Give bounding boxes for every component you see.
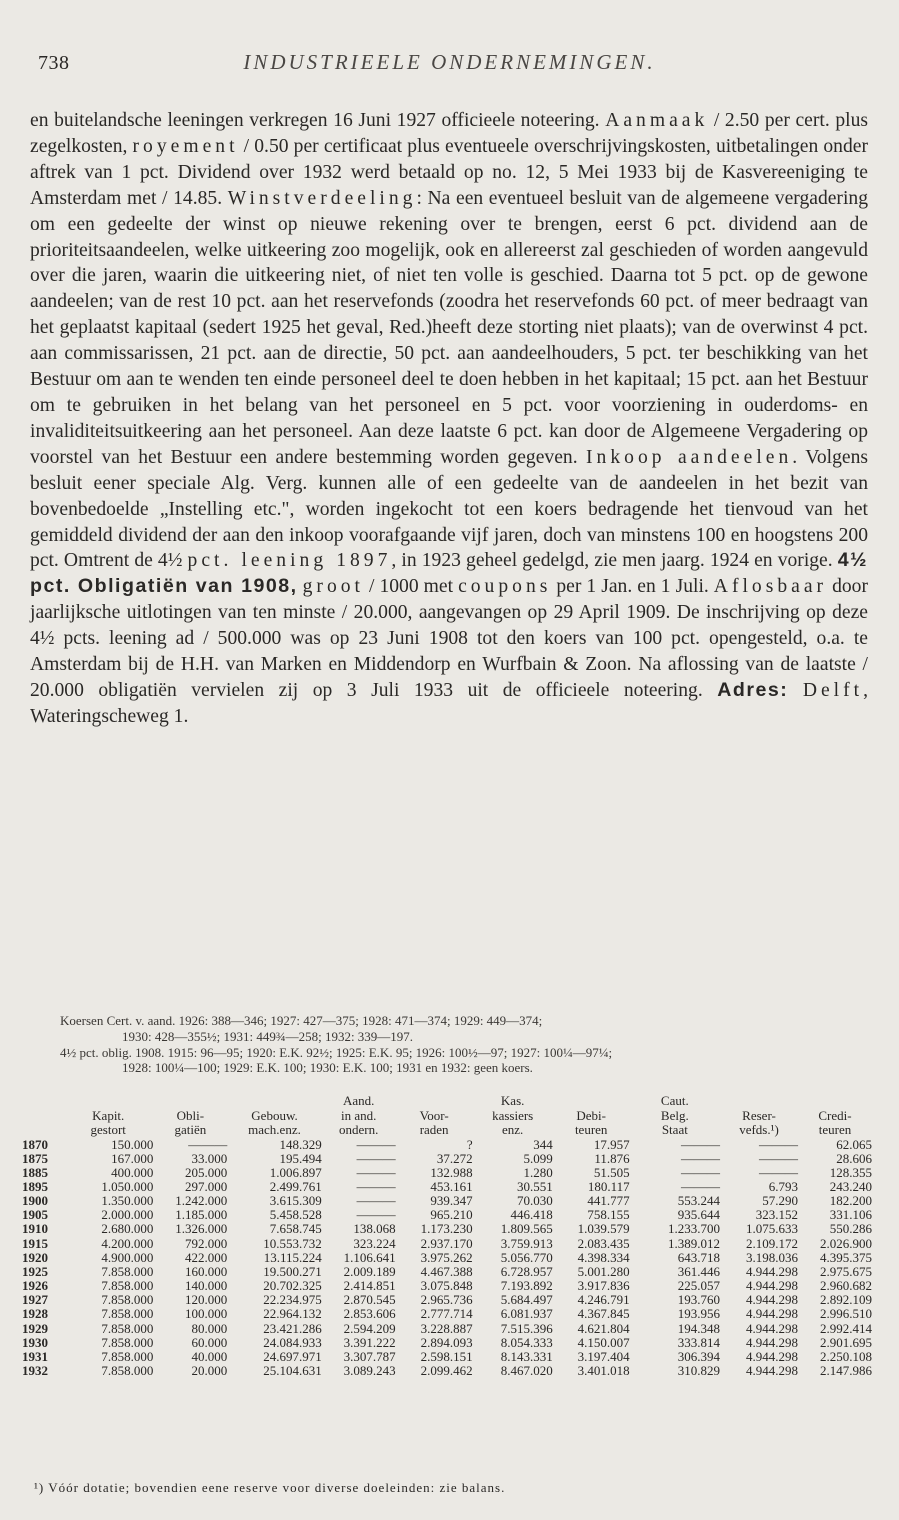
value-cell: 120.000: [185, 1292, 228, 1308]
value-cell: 2.892.109: [820, 1292, 872, 1308]
column-header: Obli-: [176, 1107, 205, 1123]
text-run: royement: [132, 135, 239, 157]
table-row: [22, 1180, 872, 1194]
financial-table: [22, 1094, 872, 1378]
value-cell: 205.000: [185, 1164, 228, 1180]
column-header: [63, 1094, 153, 1109]
value-cell: 5.099: [523, 1150, 553, 1166]
value-cell: 128.355: [829, 1164, 872, 1180]
table-row: [22, 1152, 872, 1166]
value-cell: 1.326.000: [175, 1221, 228, 1237]
year-cell: 1895: [22, 1178, 48, 1194]
table-row: [22, 1307, 872, 1321]
text-run: door jaarlijksche uitlotingen van ten minste / 20.000, aangevangen op 29 April 1909. De inschrijving op deze 4½ pcts. leening ad / 500.000 was op 23 Juni 1908 tot den koers van 100 pct. opengesteld, o.a. te Amsterdam bij de H.H. van Marken en Middendorp en Wurfbain & Zoon. Na aflossing van de laatste / 20.000 obligatiën vervielen zij op 3 Juli 1933 uit de officieele noteering.: [30, 576, 868, 701]
text-run: groot: [302, 576, 364, 598]
value-cell: 3.075.848: [420, 1278, 473, 1294]
value-cell: 140.000: [185, 1278, 228, 1294]
value-cell: 333.814: [677, 1334, 720, 1350]
value-cell: 28.606: [836, 1150, 872, 1166]
table-footnote: ¹) Vóór dotatie; bovendien eene reserve voor diverse doeleinden: zie balans.: [34, 1480, 506, 1495]
text-run: Delft: [802, 679, 864, 701]
value-cell: 2.680.000: [101, 1221, 154, 1237]
value-cell: 2.870.545: [343, 1292, 396, 1308]
value-cell: 4.944.298: [746, 1306, 799, 1322]
value-cell: 8.143.331: [500, 1348, 553, 1364]
running-head: INDUSTRIEELE ONDERNEMINGEN.: [243, 50, 656, 74]
column-header: teuren: [574, 1122, 608, 1137]
year-cell: 1910: [22, 1221, 48, 1237]
value-cell: 2.099.462: [420, 1363, 473, 1378]
value-cell: 1.185.000: [175, 1207, 228, 1223]
value-cell: 7.858.000: [101, 1263, 154, 1279]
value-cell: 3.391.222: [343, 1334, 396, 1350]
value-cell: 20.702.325: [263, 1278, 322, 1294]
value-cell: ———: [356, 1136, 396, 1152]
value-cell: 1.106.641: [343, 1249, 396, 1265]
value-cell: 5.458.528: [269, 1207, 322, 1223]
text-run: Inkoop aandeelen: [586, 446, 793, 468]
value-cell: 2.414.851: [343, 1278, 396, 1294]
value-cell: 792.000: [185, 1235, 228, 1251]
value-cell: 2.250.108: [820, 1348, 872, 1364]
value-cell: ———: [356, 1164, 396, 1180]
quotation-line-certificates: Koersen Cert. v. aand. 1926: 388—346; 1927: 427—375; 1928: 471—374; 1929: 449—374;: [60, 1013, 543, 1028]
column-header: Staat: [661, 1122, 688, 1137]
year-cell: 1920: [22, 1249, 48, 1265]
table-row: [22, 1222, 872, 1236]
value-cell: 3.197.404: [577, 1348, 630, 1364]
value-cell: 2.598.151: [420, 1348, 473, 1364]
year-cell: 1931: [22, 1348, 48, 1364]
value-cell: 422.000: [185, 1249, 228, 1265]
value-cell: 80.000: [191, 1320, 228, 1336]
table-row: [22, 1237, 872, 1251]
value-cell: 30.551: [516, 1178, 553, 1194]
financial-table-container: [22, 1094, 872, 1378]
value-cell: 310.829: [677, 1363, 720, 1378]
value-cell: 24.697.971: [263, 1348, 322, 1364]
value-cell: ———: [356, 1178, 396, 1194]
value-cell: 17.957: [593, 1136, 630, 1152]
value-cell: 6.728.957: [500, 1263, 553, 1279]
value-cell: 193.956: [677, 1306, 720, 1322]
table-row: [22, 1336, 872, 1350]
value-cell: 22.964.132: [263, 1306, 322, 1322]
company-description-paragraph: [30, 108, 868, 730]
text-run: en buitelandsche leeningen verkregen 16 Juni 1927 officieele noteering.: [30, 110, 606, 131]
value-cell: ———: [356, 1207, 396, 1223]
value-cell: 5.056.770: [500, 1249, 553, 1265]
column-header: [798, 1094, 872, 1109]
column-header: gestort: [90, 1122, 126, 1137]
value-cell: 195.494: [279, 1150, 322, 1166]
value-cell: 13.115.224: [263, 1249, 322, 1265]
value-cell: 939.347: [430, 1193, 473, 1209]
value-cell: 1.389.012: [668, 1235, 720, 1251]
value-cell: 7.515.396: [500, 1320, 553, 1336]
column-header: [22, 1109, 63, 1124]
value-cell: 7.858.000: [101, 1278, 154, 1294]
value-cell: 1.039.579: [577, 1221, 630, 1237]
value-cell: 400.000: [111, 1164, 154, 1180]
year-cell: 1875: [22, 1150, 48, 1166]
text-run: / 1000 met: [363, 576, 459, 598]
text-run: [788, 680, 803, 701]
value-cell: ———: [759, 1164, 799, 1180]
column-header: Kas.: [500, 1093, 525, 1108]
value-cell: 225.057: [677, 1278, 720, 1294]
value-cell: 1.006.897: [269, 1164, 322, 1180]
table-row: [22, 1350, 872, 1364]
value-cell: ———: [356, 1193, 396, 1209]
value-cell: 2.499.761: [269, 1178, 322, 1194]
value-cell: 22.234.975: [263, 1292, 322, 1308]
value-cell: 7.858.000: [101, 1348, 154, 1364]
value-cell: 194.348: [677, 1320, 720, 1336]
column-header: [553, 1094, 630, 1109]
column-header: raden: [419, 1122, 449, 1137]
table-row: [22, 1138, 872, 1152]
column-header: teuren: [818, 1122, 852, 1137]
text-run: / 0.50 per certificaat plus eventueele overschrijvingskosten, uitbetalingen onder aftrek van 1 pct. Dividend over 1932 werd betaald op no. 12, 5 Mei 1933 bij de Kasvereeniging te Amsterdam met / 14.85.: [30, 135, 868, 209]
value-cell: 24.084.933: [263, 1334, 322, 1350]
value-cell: 51.505: [593, 1164, 630, 1180]
value-cell: 3.975.262: [420, 1249, 473, 1265]
value-cell: 4.395.375: [820, 1249, 872, 1265]
value-cell: 2.960.682: [820, 1278, 872, 1294]
table-row: [22, 1293, 872, 1307]
column-header: Caut.: [660, 1093, 689, 1108]
column-header: enz.: [502, 1122, 524, 1137]
column-header: Gebouw.: [251, 1107, 298, 1123]
text-run: , in 1923 geheel gedelgd, zie men jaarg. 1924 en vorige.: [391, 550, 838, 572]
value-cell: 3.228.887: [420, 1320, 473, 1336]
value-cell: 1.809.565: [500, 1221, 553, 1237]
header-row: [22, 1109, 872, 1124]
value-cell: 4.150.007: [577, 1334, 630, 1350]
value-cell: 323.152: [755, 1207, 799, 1223]
value-cell: 4.944.298: [746, 1320, 799, 1336]
value-cell: 132.988: [430, 1164, 473, 1180]
value-cell: 7.858.000: [101, 1363, 154, 1378]
value-cell: 7.658.745: [269, 1221, 322, 1237]
year-cell: 1905: [22, 1207, 48, 1223]
value-cell: 323.224: [353, 1235, 396, 1251]
value-cell: 2.594.209: [343, 1320, 396, 1336]
value-cell: 6.081.937: [500, 1306, 553, 1322]
header-row: [22, 1094, 872, 1109]
value-cell: 33.000: [191, 1150, 228, 1166]
table-row: [22, 1251, 872, 1265]
year-cell: 1926: [22, 1278, 48, 1294]
text-run: Winstverdeeling: [227, 187, 417, 209]
value-cell: 1.350.000: [101, 1193, 154, 1209]
value-cell: 8.467.020: [500, 1363, 553, 1378]
value-cell: 331.106: [829, 1207, 872, 1223]
value-cell: 2.894.093: [420, 1334, 473, 1350]
value-cell: 3.307.787: [343, 1348, 396, 1364]
value-cell: 2.000.000: [101, 1207, 154, 1223]
value-cell: ———: [759, 1136, 799, 1152]
column-header: Reser-: [742, 1107, 776, 1123]
value-cell: 306.394: [677, 1348, 720, 1364]
value-cell: 4.944.298: [746, 1292, 799, 1308]
value-cell: 60.000: [191, 1334, 228, 1350]
value-cell: 40.000: [191, 1348, 228, 1364]
text-run: Aflosbaar: [713, 576, 828, 598]
value-cell: 2.853.606: [343, 1306, 396, 1322]
value-cell: 1.050.000: [101, 1178, 154, 1194]
value-cell: 5.001.280: [577, 1263, 630, 1279]
value-cell: 4.398.334: [577, 1249, 630, 1265]
value-cell: 441.777: [587, 1193, 630, 1209]
value-cell: 7.858.000: [101, 1292, 154, 1308]
year-cell: 1929: [22, 1320, 48, 1336]
value-cell: 100.000: [185, 1306, 228, 1322]
value-cell: 2.992.414: [820, 1320, 872, 1336]
table-row: [22, 1208, 872, 1222]
column-header: [396, 1094, 473, 1109]
value-cell: 2.777.714: [420, 1306, 473, 1322]
value-cell: 20.000: [191, 1363, 228, 1378]
column-header: Belg.: [660, 1107, 689, 1123]
text-run: Adres:: [717, 678, 789, 701]
value-cell: 10.553.732: [263, 1235, 322, 1251]
text-run: . Volgens besluit eener speciale Alg. Verg. kunnen alle of een gedeelte van de aandeelen in het bezit van bovenbedoelde „Instelling etc.", worden ingekocht tot een koers bedragende het tienvoud van het gemiddeld dividend der aan den inkoop voorafgaande vijf jaren, doch van minstens 100 en hoogstens 200 pct. Omtrent de 4½: [30, 446, 868, 572]
table-row: [22, 1279, 872, 1293]
value-cell: 758.155: [587, 1207, 630, 1223]
column-header: [153, 1094, 227, 1109]
value-cell: 935.644: [677, 1207, 720, 1223]
value-cell: 3.198.036: [746, 1249, 799, 1265]
table-row: [22, 1265, 872, 1279]
value-cell: 361.446: [677, 1263, 720, 1279]
table-header: [22, 1094, 872, 1138]
price-quotations: [60, 1013, 860, 1076]
value-cell: 453.161: [430, 1178, 473, 1194]
table-row: [22, 1194, 872, 1208]
value-cell: 19.500.271: [263, 1263, 322, 1279]
column-header: vefds.¹): [739, 1122, 779, 1137]
value-cell: 344: [533, 1136, 553, 1152]
value-cell: 2.996.510: [820, 1306, 872, 1322]
value-cell: 7.858.000: [101, 1306, 154, 1322]
value-cell: 160.000: [185, 1263, 228, 1279]
quotation-line-certificates-continued: 1930: 428—355½; 1931: 449¾—258; 1932: 339—197.: [122, 1028, 414, 1044]
column-header: [22, 1094, 63, 1109]
value-cell: 3.759.913: [500, 1235, 553, 1251]
value-cell: 2.147.986: [820, 1363, 872, 1378]
value-cell: 148.329: [279, 1136, 322, 1152]
text-run: : Na een eventueel besluit van de algemeene vergadering om een gedeelte der winst op nieuwe rekening over te brengen, eerst 6 pct. dividend aan de prioriteitsaandeelen, welke uitkeering zoo mogelijk, ook en allereerst zal geschieden of worden aangevuld over die jaren, waarin die uitkeering niet, of niet ten volle is geschied. Daarna tot 5 pct. op de gewone aandeelen; van de rest 10 pct. aan het reservefonds (zoodra het reservefonds 60 pct. of meer bedraagt van het geplaatst kapitaal (sedert 1925 het geval, Red.)heeft deze storting niet plaats); van de overwinst 4 pct. aan commissarissen, 21 pct. aan de directie, 50 pct. aan aandeelhouders, 5 pct. ter beschikking van het Bestuur om aan te wenden ten einde personeel deel te doen hebben in het kapitaal; 15 pct. aan het Bestuur om te gebruiken in het belang van het personeel en 5 pct. voor voorziening in ouderdoms- en invaliditeitsuitkeering aan het personeel. Aan deze laatste 6 pct. kan door de Algemeene Vergadering op voorstel van het Bestuur een andere bestemming worden gegeven.: [30, 187, 868, 468]
value-cell: 167.000: [111, 1150, 154, 1166]
value-cell: 1.233.700: [668, 1221, 720, 1237]
value-cell: 4.944.298: [746, 1363, 799, 1378]
value-cell: 1.242.000: [175, 1193, 228, 1209]
value-cell: 4.944.298: [746, 1334, 799, 1350]
value-cell: 150.000: [111, 1136, 154, 1152]
value-cell: 62.065: [836, 1136, 872, 1152]
value-cell: 37.272: [436, 1150, 473, 1166]
value-cell: 7.858.000: [101, 1334, 154, 1350]
value-cell: 2.109.172: [746, 1235, 799, 1251]
value-cell: 553.244: [677, 1193, 720, 1209]
value-cell: 11.876: [594, 1150, 630, 1166]
year-cell: 1885: [22, 1164, 48, 1180]
value-cell: 23.421.286: [263, 1320, 322, 1336]
year-cell: 1925: [22, 1263, 48, 1279]
header-row: [22, 1123, 872, 1138]
value-cell: 25.104.631: [263, 1363, 322, 1378]
column-header: [227, 1094, 321, 1109]
year-cell: 1900: [22, 1193, 48, 1209]
value-cell: 2.965.736: [420, 1292, 473, 1308]
table-row: [22, 1322, 872, 1336]
value-cell: 182.200: [829, 1193, 872, 1209]
value-cell: 6.793: [768, 1178, 799, 1194]
value-cell: 138.068: [353, 1221, 396, 1237]
value-cell: 8.054.333: [500, 1334, 553, 1350]
value-cell: 7.858.000: [101, 1320, 154, 1336]
value-cell: 57.290: [762, 1193, 799, 1209]
value-cell: 7.193.892: [500, 1278, 553, 1294]
value-cell: 4.200.000: [101, 1235, 154, 1251]
table-body: [22, 1138, 872, 1379]
value-cell: 2.083.435: [577, 1235, 630, 1251]
text-run: Aanmaak: [605, 110, 709, 131]
value-cell: 3.089.243: [343, 1363, 396, 1378]
value-cell: 1.173.230: [420, 1221, 473, 1237]
value-cell: 4.246.791: [577, 1292, 630, 1308]
table-row: [22, 1166, 872, 1180]
value-cell: 4.621.804: [577, 1320, 630, 1336]
value-cell: 2.901.695: [820, 1334, 872, 1350]
value-cell: 4.944.298: [746, 1278, 799, 1294]
year-cell: 1932: [22, 1363, 48, 1378]
column-header: ondern.: [339, 1122, 379, 1137]
value-cell: 3.401.018: [577, 1363, 630, 1378]
value-cell: 4.944.298: [746, 1263, 799, 1279]
column-header: Debi-: [576, 1107, 606, 1123]
value-cell: 4.900.000: [101, 1249, 154, 1265]
column-header: kassiers: [492, 1107, 534, 1123]
value-cell: 2.975.675: [820, 1263, 872, 1279]
value-cell: 193.760: [677, 1292, 720, 1308]
value-cell: ———: [188, 1136, 228, 1152]
text-run: coupons: [458, 576, 552, 598]
text-run: 4½ pct. Obligatiën van 1908,: [30, 549, 868, 598]
value-cell: 2.937.170: [420, 1235, 473, 1251]
value-cell: 3.615.309: [269, 1193, 322, 1209]
text-run: per 1 Jan. en 1 Juli.: [551, 576, 714, 598]
value-cell: ———: [681, 1136, 720, 1152]
text-run: pct. leening 1897: [187, 550, 392, 572]
value-cell: 4.467.388: [420, 1263, 473, 1279]
value-cell: 643.718: [677, 1249, 720, 1265]
value-cell: 446.418: [510, 1207, 553, 1223]
value-cell: ———: [681, 1178, 720, 1194]
value-cell: 4.944.298: [746, 1348, 799, 1364]
column-header: Credi-: [818, 1107, 852, 1123]
value-cell: ———: [759, 1150, 799, 1166]
column-header: mach.enz.: [248, 1122, 301, 1137]
value-cell: 2.009.189: [343, 1263, 396, 1279]
column-header: in and.: [340, 1107, 377, 1123]
value-cell: ———: [681, 1164, 720, 1180]
year-cell: 1927: [22, 1292, 48, 1308]
text-run: / 2.50 per cert. plus zegelkosten,: [30, 110, 869, 157]
column-header: [720, 1094, 798, 1109]
text-run: , Wateringscheweg 1.: [30, 679, 868, 727]
value-cell: 1.075.633: [746, 1221, 799, 1237]
column-header: Kapit.: [92, 1107, 125, 1123]
table-row: [22, 1364, 872, 1378]
value-cell: 550.286: [829, 1221, 872, 1237]
year-cell: 1915: [22, 1235, 48, 1251]
page-number: 738: [38, 52, 70, 74]
value-cell: ———: [681, 1150, 720, 1166]
value-cell: 70.030: [516, 1193, 553, 1209]
value-cell: 3.917.836: [577, 1278, 630, 1294]
value-cell: ———: [356, 1150, 396, 1166]
value-cell: ?: [466, 1136, 473, 1152]
year-cell: 1930: [22, 1334, 48, 1350]
value-cell: 4.367.845: [577, 1306, 630, 1322]
column-header: [22, 1123, 63, 1138]
quotation-line-bonds-continued: 1928: 100¼—100; 1929: E.K. 100; 1930: E.K. 100; 1931 en 1932: geen koers.: [122, 1060, 533, 1076]
value-cell: 180.117: [587, 1178, 630, 1194]
year-cell: 1928: [22, 1306, 48, 1322]
value-cell: 1.280: [523, 1164, 553, 1180]
value-cell: 2.026.900: [820, 1235, 872, 1251]
value-cell: 5.684.497: [500, 1292, 553, 1308]
column-header: gatiën: [174, 1122, 207, 1137]
quotation-line-bonds: 4½ pct. oblig. 1908. 1915: 96—95; 1920: E.K. 92½; 1925: E.K. 95; 1926: 100½—97; 1927: 100¼—97¼;: [60, 1044, 613, 1060]
value-cell: 243.240: [829, 1178, 872, 1194]
column-header: Aand.: [342, 1093, 375, 1108]
year-cell: 1870: [22, 1136, 48, 1152]
value-cell: 965.210: [430, 1207, 473, 1223]
column-header: Voor-: [419, 1107, 449, 1123]
value-cell: 297.000: [185, 1178, 228, 1194]
